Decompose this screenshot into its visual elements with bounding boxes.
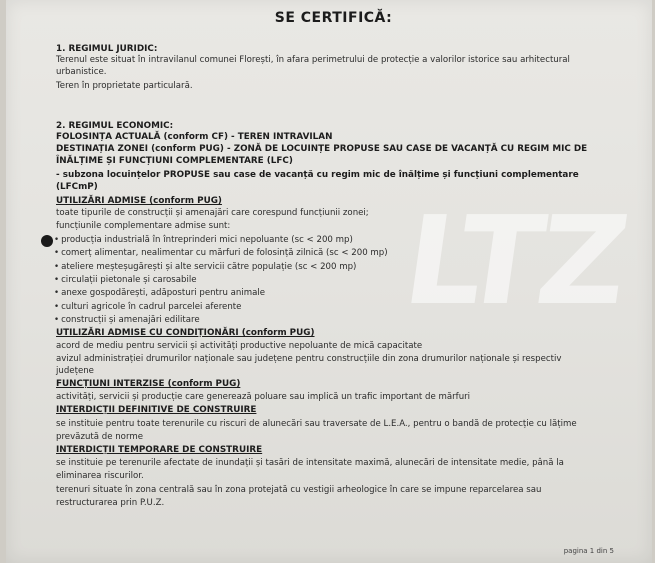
section-heading: INTERDICȚII DEFINITIVE DE CONSTRUIRE xyxy=(56,405,257,415)
document-title: SE CERTIFICĂ: xyxy=(274,10,393,26)
text-line: eliminarea riscurilor. xyxy=(56,471,144,481)
section-heading: • culturi agricole în cadrul parcelei aferente xyxy=(54,302,241,313)
section-heading: • anexe gospodărești, adăposturi pentru animale xyxy=(54,288,265,299)
text-line: funcțiunile complementare admise sunt: xyxy=(56,221,231,231)
text-line: - subzona locuințelor PROPUSE sau case de vacanță cu regim mic de înălțime și funcțiuni complementare xyxy=(56,170,579,180)
text-line: se instituie pe terenurile afectate de inundații și tasări de intensitate maximă, alunecări de intensitate medie, până la xyxy=(56,458,564,468)
text-line: urbanistice. xyxy=(56,67,107,77)
text-line: (LFCmP) xyxy=(56,182,98,192)
section-heading: • circulații pietonale și carosabile xyxy=(54,275,197,286)
text-line: Terenul este situat în intravilanul comunei Florești, în afara perimetrului de protecție a valorilor istorice sau arhitectural xyxy=(56,55,570,65)
text-line: se instituie pentru toate terenurile cu riscuri de alunecări sau traversate de L.E.A., pentru o bandă de protecție cu lățime xyxy=(56,419,577,429)
section-heading: • ateliere meșteșugărești și alte servicii către populație (sc < 200 mp) xyxy=(54,262,356,273)
document-page xyxy=(6,0,652,563)
text-line: 2. REGIMUL ECONOMIC: xyxy=(56,121,174,131)
text-line: prevăzută de norme xyxy=(56,432,143,442)
text-line: toate tipurile de construcții și amenajări care corespund funcțiunii zonei; xyxy=(56,208,369,218)
ink-blot xyxy=(41,235,53,247)
text-line: DESTINAȚIA ZONEI (conform PUG) - ZONĂ DE LOCUINȚE PROPUSE SAU CASE DE VACANȚĂ CU REGIM MIC DE xyxy=(56,144,588,154)
watermark: LTZ xyxy=(396,190,634,332)
text-line: FOLOSINȚA ACTUALĂ (conform CF) - TEREN INTRAVILAN xyxy=(56,132,333,142)
section-heading: INTERDICȚII TEMPORARE DE CONSTRUIRE xyxy=(56,445,263,455)
text-line: avizul administrației drumurilor naționale sau județene pentru construcțiile din zona drumurilor naționale și respectiv xyxy=(56,354,562,364)
text-line: restructurarea prin P.U.Z. xyxy=(56,498,165,508)
section-heading: • comerț alimentar, nealimentar cu mărfuri de folosință zilnică (sc < 200 mp) xyxy=(54,248,388,259)
text-line: terenuri situate în zona centrală sau în zona protejată cu vestigii arheologice în care se impune reparcelarea sau xyxy=(56,485,542,495)
text-line: 1. REGIMUL JURIDIC: xyxy=(56,44,158,54)
text-line: Teren în proprietate particulară. xyxy=(56,81,193,91)
section-heading: UTILIZĂRI ADMISE (conform PUG) xyxy=(56,196,222,206)
page-number: pagina 1 din 5 xyxy=(563,547,614,555)
section-heading: • construcții și amenajări edilitare xyxy=(54,315,200,326)
text-line: acord de mediu pentru servicii și activități productive nepoluante de mică capacitate xyxy=(56,341,423,351)
text-line: activități, servicii și producție care generează poluare sau implică un trafic important de mărfuri xyxy=(56,392,471,402)
text-line: ÎNĂLȚIME ȘI FUNCȚIUNI COMPLEMENTARE (LFC) xyxy=(56,156,293,166)
section-heading: UTILIZĂRI ADMISE CU CONDIȚIONĂRI (conform PUG) xyxy=(56,328,315,338)
section-heading: • producția industrială în întreprinderi mici nepoluante (sc < 200 mp) xyxy=(54,235,353,246)
section-heading: FUNCȚIUNI INTERZISE (conform PUG) xyxy=(56,379,241,389)
text-line: județene xyxy=(56,366,94,376)
